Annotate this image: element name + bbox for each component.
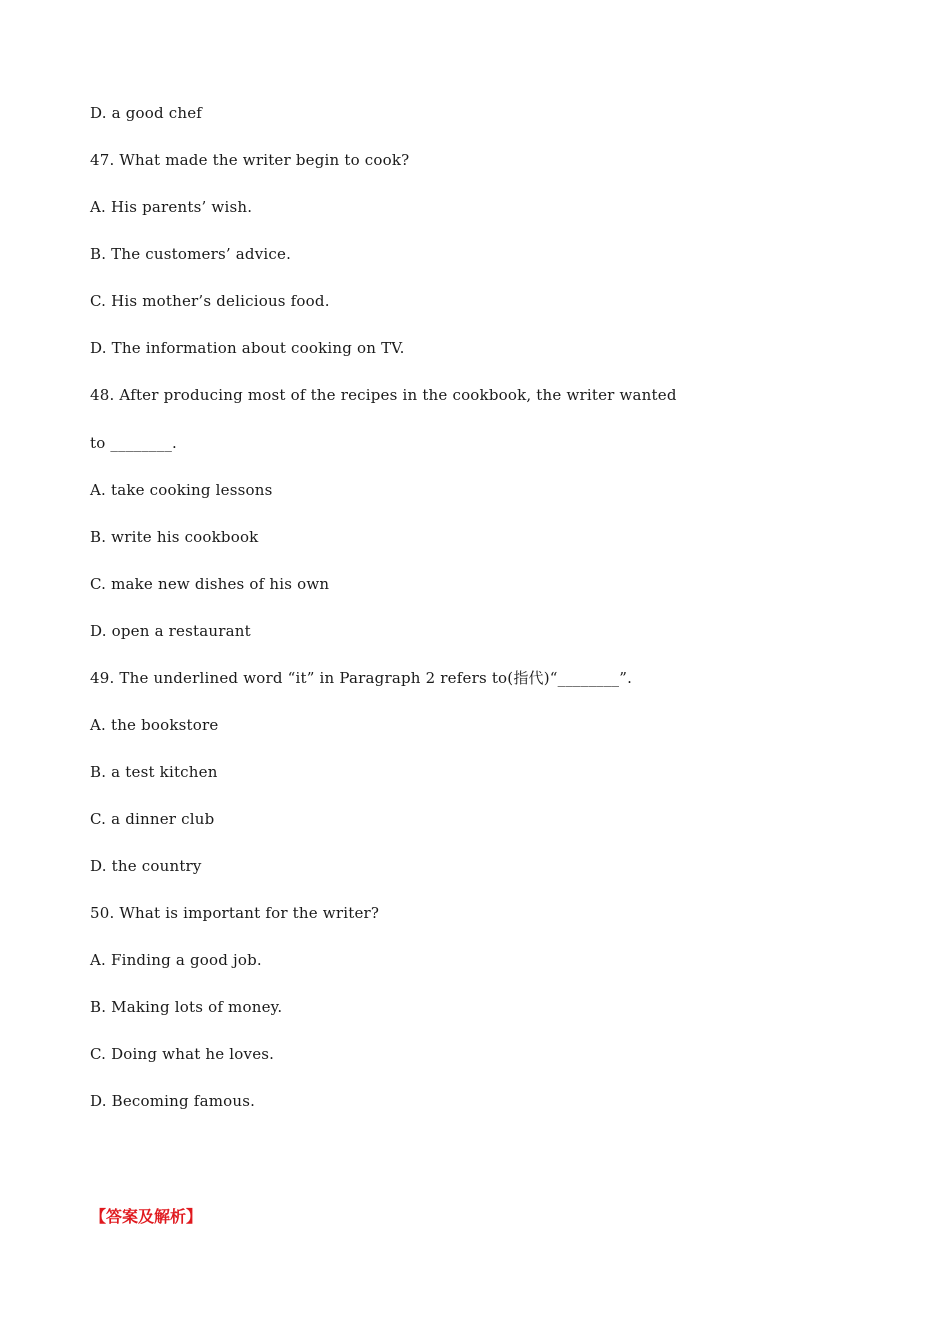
q49-option-c: C. a dinner club (90, 810, 215, 828)
q47-option-a: A. His parents’ wish. (90, 198, 253, 216)
answer-heading: 【答案及解析】 (90, 1207, 203, 1226)
q47-option-d: D. The information about cooking on TV. (90, 339, 405, 357)
q49-option-a: A. the bookstore (90, 716, 219, 734)
q49-option-b: B. a test kitchen (90, 763, 218, 781)
q48-option-d: D. open a restaurant (90, 622, 251, 640)
q48-option-c: C. make new dishes of his own (90, 575, 330, 593)
question-48-line-2: to ________. (90, 434, 177, 452)
q47-option-c: C. His mother’s delicious food. (90, 292, 330, 310)
q50-option-b: B. Making lots of money. (90, 998, 283, 1016)
q48-option-a: A. take cooking lessons (90, 481, 273, 499)
question-50: 50. What is important for the writer? (90, 904, 380, 922)
q50-option-c: C. Doing what he loves. (90, 1045, 275, 1063)
q46-option-d: D. a good chef (90, 104, 203, 122)
q48-option-b: B. write his cookbook (90, 528, 259, 546)
question-49: 49. The underlined word “it” in Paragraph 2 refers to(指代)“________”. (90, 669, 633, 687)
q47-option-b: B. The customers’ advice. (90, 245, 292, 263)
question-48-line-1: 48. After producing most of the recipes in the cookbook, the writer wanted (90, 386, 677, 404)
q50-option-a: A. Finding a good job. (90, 951, 262, 969)
q50-option-d: D. Becoming famous. (90, 1092, 256, 1110)
q49-option-d: D. the country (90, 857, 202, 875)
question-47: 47. What made the writer begin to cook? (90, 151, 410, 169)
